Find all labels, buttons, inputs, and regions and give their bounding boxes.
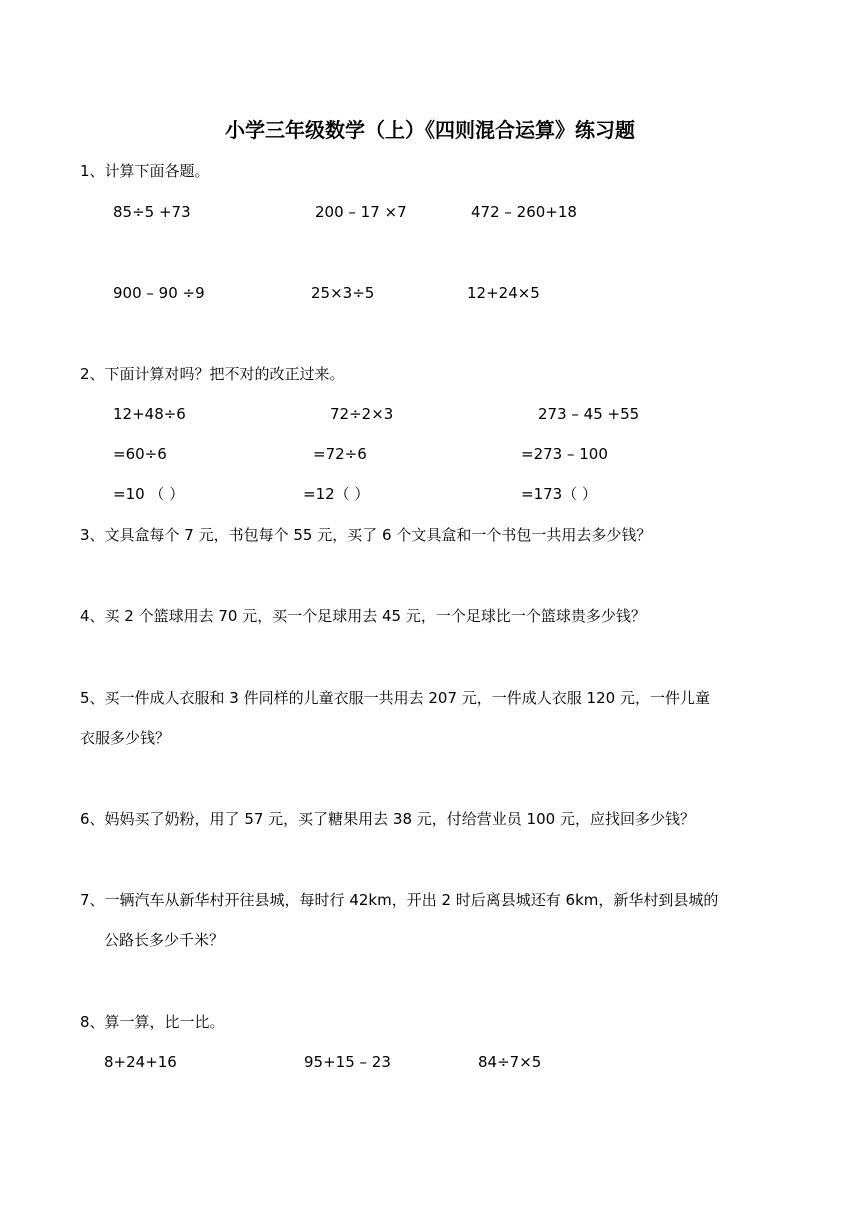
question-7-line-1: 7、一辆汽车从新华村开往县城，每时行 42km，开出 2 时后离县城还有 6km，新华村到县城的 [80,891,719,909]
q1-expression: 472 – 260+18 [471,203,577,221]
question-2-prompt: 2、下面计算对吗？把不对的改正过来。 [80,365,345,383]
question-6: 6、妈妈买了奶粉，用了 57 元，买了糖果用去 38 元，付给营业员 100 元，应找回多少钱？ [80,810,695,828]
q1-expression: 25×3÷5 [311,284,375,302]
q2-step: =12（ ） [303,485,370,503]
q8-expression: 84÷7×5 [478,1053,542,1071]
q2-step: =273 – 100 [521,445,608,463]
question-5-line-2: 衣服多少钱？ [80,729,171,747]
q2-step: =10 （ ） [113,485,185,503]
q2-step: 72÷2×3 [330,405,394,423]
question-1-prompt: 1、计算下面各题。 [80,162,210,180]
q1-expression: 85÷5 +73 [113,203,191,221]
question-4: 4、买 2 个篮球用去 70 元，买一个足球用去 45 元，一个足球比一个篮球贵多少钱？ [80,607,646,625]
page-title: 小学三年级数学（上）《四则混合运算》练习题 [225,118,635,142]
q2-step: =60÷6 [113,445,167,463]
q8-expression: 8+24+16 [104,1053,177,1071]
question-7-line-2: 公路长多少千米？ [104,931,225,949]
question-5-line-1: 5、买一件成人衣服和 3 件同样的儿童衣服一共用去 207 元，一件成人衣服 120 元，一件儿童 [80,689,710,707]
q2-step: 12+48÷6 [113,405,186,423]
q1-expression: 900 – 90 ÷9 [113,284,205,302]
question-8-prompt: 8、算一算，比一比。 [80,1013,225,1031]
q2-step: =173（ ） [521,485,597,503]
q8-expression: 95+15 – 23 [304,1053,391,1071]
q1-expression: 12+24×5 [467,284,540,302]
q2-step: 273 – 45 +55 [538,405,640,423]
q1-expression: 200 – 17 ×7 [315,203,407,221]
question-3: 3、文具盒每个 7 元，书包每个 55 元，买了 6 个文具盒和一个书包一共用去多少钱？ [80,526,652,544]
q2-step: =72÷6 [313,445,367,463]
